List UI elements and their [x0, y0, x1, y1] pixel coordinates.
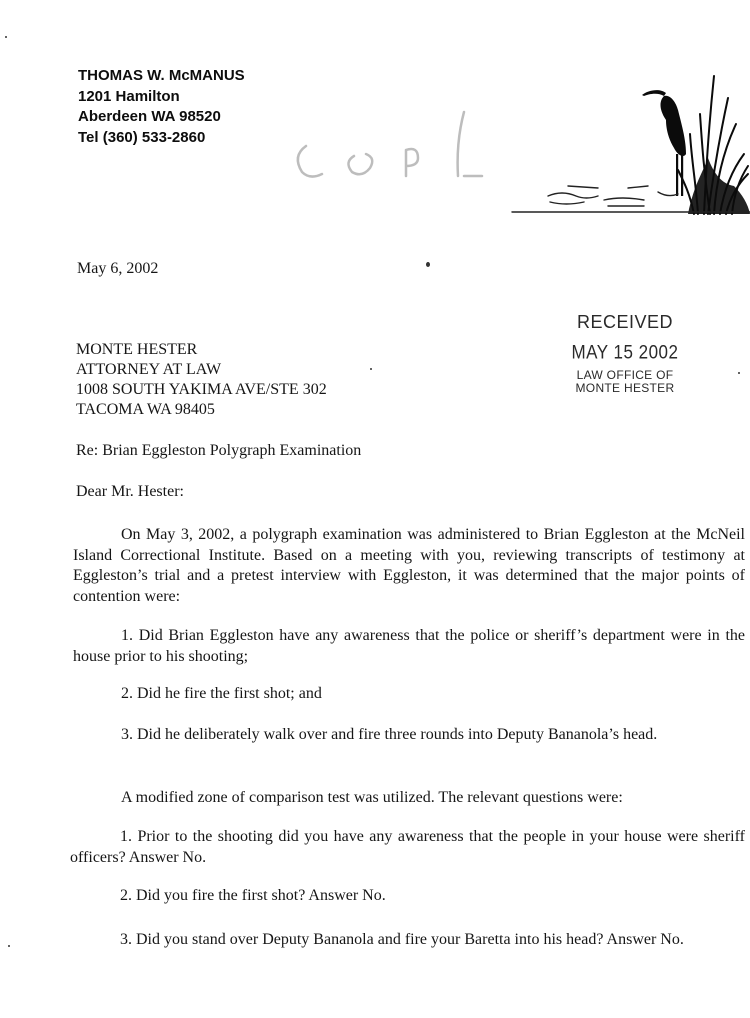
- stamp-date: MAY 15 2002: [571, 341, 679, 364]
- intro-paragraph: On May 3, 2002, a polygraph examination was administered to Brian Eggleston at the McNeil Island Correctional Institute. Based on a meeting with you, reviewing transcripts of testimony at Eggleston’s trial and a pretest interview with Eggleston, it was determined that the major points of contention were:: [73, 526, 745, 605]
- subject-line: Re: Brian Eggleston Polygraph Examination: [76, 442, 362, 459]
- recipient-title: ATTORNEY AT LAW: [76, 361, 222, 378]
- letter-date: May 6, 2002: [77, 260, 159, 277]
- sender-city: Aberdeen WA 98520: [78, 108, 221, 125]
- relevant-question-1: 1. Prior to the shooting did you have any awareness that the people in your house were sheriff officers? Answer No.: [70, 828, 745, 866]
- sender-name: THOMAS W. McMANUS: [78, 67, 245, 84]
- recipient-address: [76, 340, 327, 420]
- scan-speck: [8, 945, 10, 947]
- recipient-street: 1008 SOUTH YAKIMA AVE/STE 302: [76, 381, 327, 398]
- copy-watermark: [284, 104, 494, 184]
- received-stamp: [560, 312, 690, 395]
- scan-speck: [370, 368, 372, 370]
- sender-phone: Tel (360) 533-2860: [78, 128, 206, 146]
- stamp-office-line1: LAW OFFICE OF: [576, 368, 674, 382]
- stamp-heading: RECEIVED: [576, 312, 674, 332]
- contention-point-3: 3. Did he deliberately walk over and fire three rounds into Deputy Bananola’s head.: [121, 726, 658, 743]
- scan-speck: [738, 372, 740, 374]
- sender-street: 1201 Hamilton: [78, 87, 180, 105]
- relevant-question-3: 3. Did you stand over Deputy Bananola and fire your Baretta into his head? Answer No.: [120, 931, 684, 948]
- letterhead: [78, 66, 245, 148]
- recipient-city: TACOMA WA 98405: [76, 401, 215, 418]
- contention-point-2: 2. Did he fire the first shot; and: [121, 685, 322, 702]
- contention-point-1: 1. Did Brian Eggleston have any awareness that the police or sheriff’s department were in the house prior to his shooting;: [73, 627, 745, 665]
- stamp-office-line2: MONTE HESTER: [575, 381, 675, 395]
- recipient-name: MONTE HESTER: [76, 341, 198, 358]
- test-intro-paragraph: A modified zone of comparison test was utilized. The relevant questions were:: [121, 789, 623, 806]
- heron-in-reeds-icon: [508, 74, 750, 216]
- scan-speck: [5, 36, 7, 38]
- scan-speck: [426, 262, 430, 267]
- stamp-office: [560, 369, 690, 395]
- relevant-question-2: 2. Did you fire the first shot? Answer No.: [120, 887, 386, 904]
- salutation: Dear Mr. Hester:: [76, 483, 184, 500]
